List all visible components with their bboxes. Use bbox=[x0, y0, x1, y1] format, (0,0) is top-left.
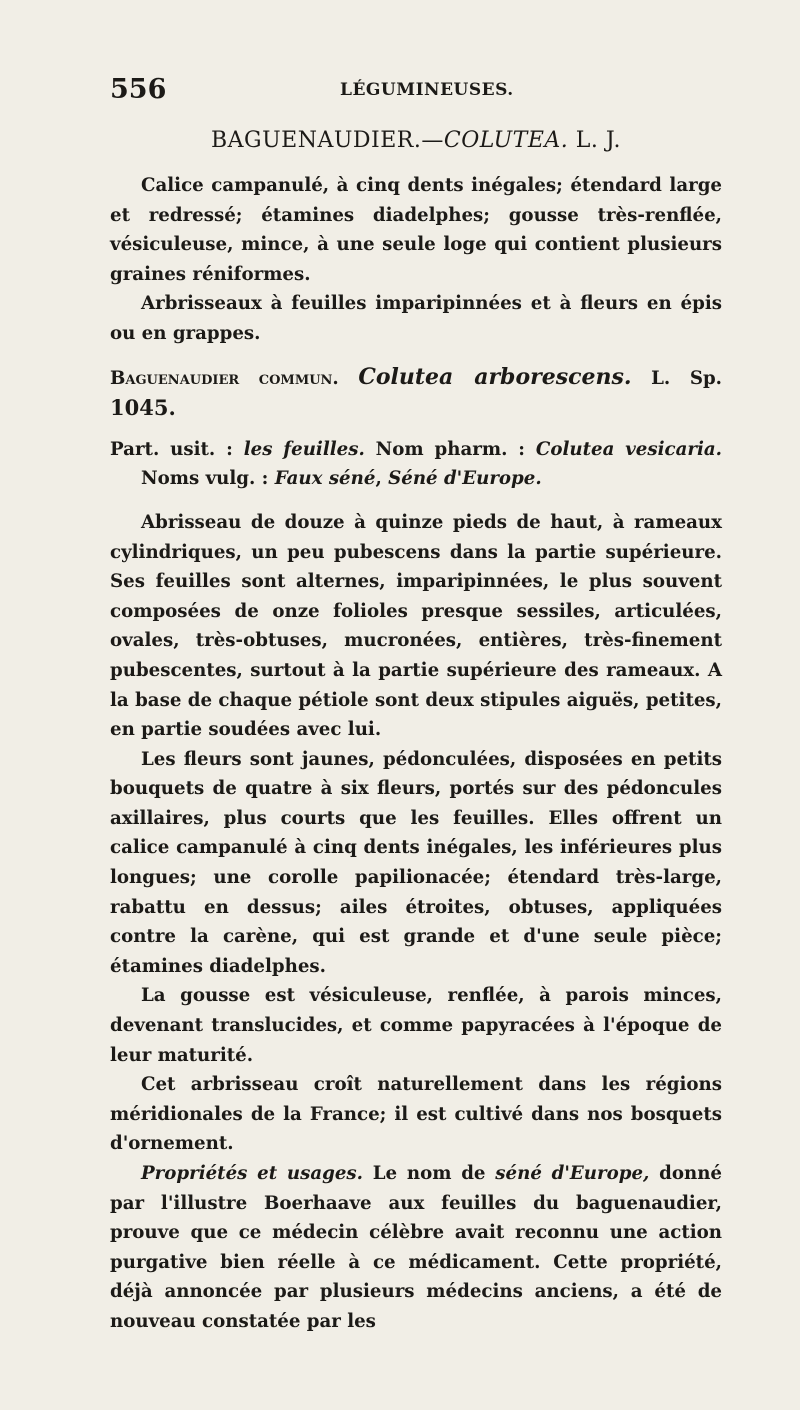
vulg-value-2: Séné d'Europe. bbox=[388, 468, 542, 490]
title-genus: COLUTEA. bbox=[443, 128, 569, 153]
page-number: 556 bbox=[110, 74, 167, 105]
running-head bbox=[110, 70, 722, 110]
properties-emphasis: séné d'Europe, bbox=[495, 1163, 650, 1184]
properties-text-b: donné par l'illustre Boerhaave aux feuilles du baguenaudier, prouve que ce médecin célèbre avait reconnu une action purgative bien réelle à ce médicament. Cette propriété, déjà annoncée par plusieurs médecins anciens, a été de nouveau constatée par les bbox=[110, 1163, 722, 1332]
pharm-label: Nom pharm. : bbox=[375, 438, 525, 460]
book-page bbox=[110, 70, 722, 1337]
pharm-value: Colutea vesicaria. bbox=[535, 438, 722, 460]
article-title bbox=[110, 128, 722, 153]
species-latin-name: Colutea arborescens. bbox=[358, 363, 632, 390]
title-main: BAGUENAUDIER. bbox=[211, 128, 422, 153]
title-authority: L. J. bbox=[575, 128, 621, 153]
paragraph-description: Abrisseau de douze à quinze pieds de haut, à rameaux cylindriques, un peu pubescens dans la partie supérieure. Ses feuilles sont alternes, imparipinnées, le plus souvent composées de onze folioles presque sessiles, articulées, ovales, très-obtuses, mucronées, entières, très-finement pubescentes, surtout à la partie supérieure des rameaux. A la base de chaque pétiole sont deux stipules aiguës, petites, en partie soudées avec lui. bbox=[110, 511, 722, 741]
vulg-label: Noms vulg. : bbox=[141, 468, 269, 490]
vulg-separator: , bbox=[375, 468, 382, 490]
genus-description: Calice campanulé, à cinq dents inégales; étendard large et redressé; étamines diadelphes; gousse très-renflée, vésiculeuse, mince, à une seule loge qui contient plusieurs graines réniformes. bbox=[110, 175, 722, 285]
properties-heading: Propriétés et usages. bbox=[141, 1163, 363, 1184]
parts-value: les feuilles. bbox=[243, 438, 365, 460]
paragraph-flowers: Les fleurs sont jaunes, pédonculées, disposées en petits bouquets de quatre à six fleurs, portés sur des pédoncules axillaires, plus courts que les feuilles. Elles offrent un calice campanulé à cinq dents inégales, les inférieures plus longues; une corolle papilionacée; étendard très-large, rabattu en dessus; ailes étroites, obtuses, appliquées contre la carène, qui est grande et d'une seule pièce; étamines diadelphes. bbox=[110, 748, 722, 977]
parts-label: Part. usit. : bbox=[110, 438, 233, 460]
paragraph-properties bbox=[110, 1159, 722, 1337]
usage-block bbox=[110, 435, 722, 494]
species-heading bbox=[110, 363, 722, 425]
species-reference-number: 1045. bbox=[110, 395, 176, 421]
title-dash: — bbox=[421, 128, 444, 153]
properties-text-a: Le nom de bbox=[372, 1163, 486, 1184]
running-title: LÉGUMINEUSES. bbox=[340, 80, 514, 100]
species-reference-prefix: L. Sp. bbox=[651, 367, 723, 389]
vulg-value-1: Faux séné bbox=[274, 468, 376, 490]
species-common-name: Baguenaudier commun. bbox=[110, 367, 339, 389]
paragraph-habitat: Cet arbrisseau croît naturellement dans les régions méridionales de la France; il est cultivé dans nos bosquets d'ornement. bbox=[110, 1074, 722, 1155]
paragraph-pod: La gousse est vésiculeuse, renflée, à parois minces, devenant translucides, et comme papyracées à l'époque de leur maturité. bbox=[110, 985, 722, 1066]
genus-habit: Arbrisseaux à feuilles imparipinnées et à fleurs en épis ou en grappes. bbox=[110, 293, 722, 344]
